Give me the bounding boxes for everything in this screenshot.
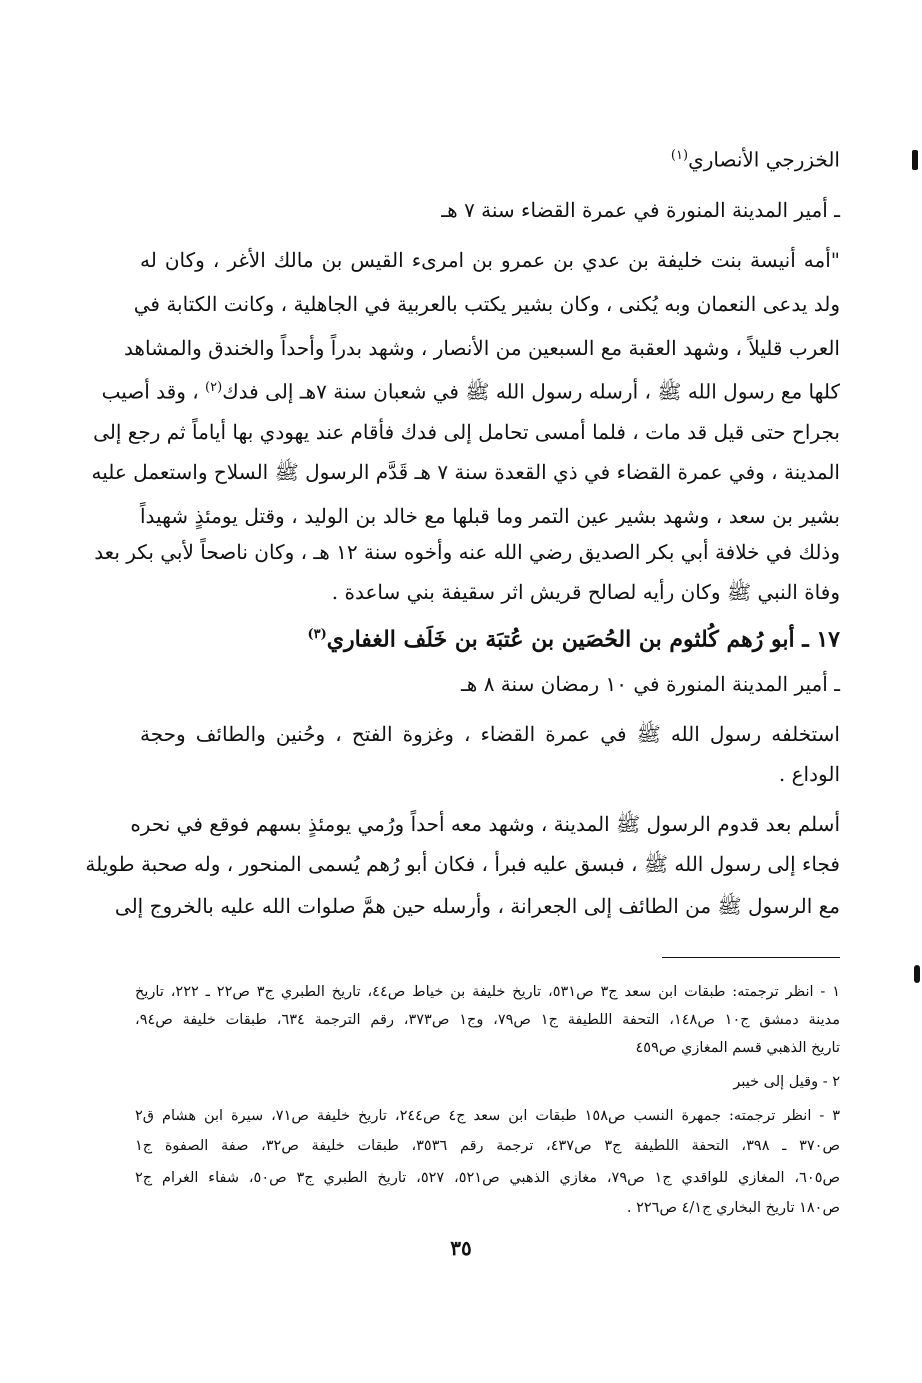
body-line: كلها مع رسول الله ﷺ ، أرسله رسول الله ﷺ في شعبان سنة ٧هـ إلى فدك$^{(٢)}$ ، وقد أصيب (101, 379, 840, 404)
footnote-line: ١ - انظر ترجمته: طبقات ابن سعد ج٣ ص٥٣١، تاريخ خليفة بن خياط ص٤٤، تاريخ الطبري ج٣ ص٢٢ ـ ٢٢٢، تاريخ (135, 984, 841, 1000)
body-line: وفاة النبي ﷺ وكان رأيه لصالح قريش اثر سقيفة بني ساعدة . (331, 580, 840, 604)
body-line: استخلفه رسول الله ﷺ في عمرة القضاء ، وغزوة الفتح ، وحُنين والطائف وحجة (140, 722, 840, 746)
page-number: ٣٥ (450, 1236, 472, 1260)
footnote-line: تاريخ الذهبي قسم المغازي ص٤٥٩ (635, 1040, 840, 1056)
body-line: الوداع . (778, 762, 840, 786)
body-line: ولد يدعى النعمان وبه يُكنى ، وكان بشير يكتب بالعربية في الجاهلية ، وكانت الكتابة في (133, 292, 840, 316)
body-line: المدينة ، وفي عمرة القضاء في ذي القعدة سنة ٧ هـ قَدَّم الرسول ﷺ السلاح واستعمل عليه (91, 460, 840, 484)
body-line: العرب قليلاً ، وشهد العقبة مع السبعين من الأنصار ، وشهد بدراً وأحداً والخندق والمشاهد (123, 336, 840, 360)
footnote-line: مدينة دمشق ج١٠ ص١٤٨، التحفة اللطيفة ج١ ص٧٩، وج١ ص٣٧٣، رقم الترجمة ٦٣٤، طبقات خليفة ص٩٤، (135, 1012, 841, 1028)
footnote-line: ص١٨٠ تاريخ البخاري ج٤/١ ص٢٢٦ . (626, 1200, 840, 1216)
body-line: بشير بن سعد ، وشهد بشير عين التمر وما قبلها مع خالد بن الوليد ، وقتل يومئذٍ شهيداً (140, 504, 840, 528)
footnote-line: ص٦٠٥، المغازي للواقدي ج١ ص٧٩، مغازي الذهبي ص٥٢١، ٥٢٧، تاريخ الطبري ج٣ ص٥٠، شفاء الغرام ج٢ (135, 1170, 841, 1186)
footnote-line: ص٣٧٠ ـ ٣٩٨، التحفة اللطيفة ج٣ ص٤٣٧، ترجمة رقم ٣٥٣٦، طبقات خليفة ص٣٢، صفة الصفوة ج١ (135, 1138, 841, 1154)
body-line: وذلك في خلافة أبي بكر الصديق رضي الله عنه وأخوه سنة ١٢ هـ ، وكان ناصحاً لأبي بكر بعد (94, 540, 840, 564)
body-line: ـ أمير المدينة المنورة في عمرة القضاء سنة ٧ هـ (441, 198, 840, 222)
body-line: ـ أمير المدينة المنورة في ١٠ رمضان سنة ٨ هـ (460, 672, 840, 696)
body-line: أسلم بعد قدوم الرسول ﷺ المدينة ، وشهد معه أحداً ورُمي يومئذٍ بسهم فوقع في نحره (130, 812, 840, 836)
footnote-line: ٢ - وقيل إلى خيبر (733, 1074, 840, 1090)
footnote-ref: (٣) (307, 627, 327, 642)
body-line: فجاء إلى رسول الله ﷺ ، فبسق عليه فبرأ ، فكان أبو رُهم يُسمى المنحور ، وله صحبة طويلة (85, 852, 840, 876)
footnote-ref: (٢) (205, 380, 223, 395)
footnote-separator (662, 957, 840, 958)
body-line: الخزرجي الأنصاري$^{(١)}$ (670, 147, 840, 172)
body-line: بجراح حتى قيل قد مات ، فلما أمسى تحامل إلى فدك فأقام عند يهودي بها أياماً ثم رجع إلى (93, 420, 840, 444)
body-line: مع الرسول ﷺ من الطائف إلى الجعرانة ، وأرسله حين همَّ صلوات الله عليه بالخروج إلى (114, 894, 840, 918)
footnote-ref: (١) (670, 148, 689, 163)
footnote-line: ٣ - انظر ترجمته: جمهرة النسب ص١٥٨ طبقات ابن سعد ج٤ ص٢٤٤، تاريخ خليفة ص٧١، سيرة ابن هشام ق٢ (135, 1108, 840, 1124)
page-edge-mark (914, 965, 920, 983)
body-line: "أمه أنيسة بنت خليفة بن عدي بن عمرو بن امرىء القيس بن مالك الأغر ، وكان له (140, 248, 840, 272)
section-heading: ١٧ ـ أبو رُهم كُلثوم بن الحُصَين بن عُتبَة بن خَلَف الغفاري$^{(٣)}$ (307, 626, 840, 653)
page-edge-mark (912, 150, 918, 170)
